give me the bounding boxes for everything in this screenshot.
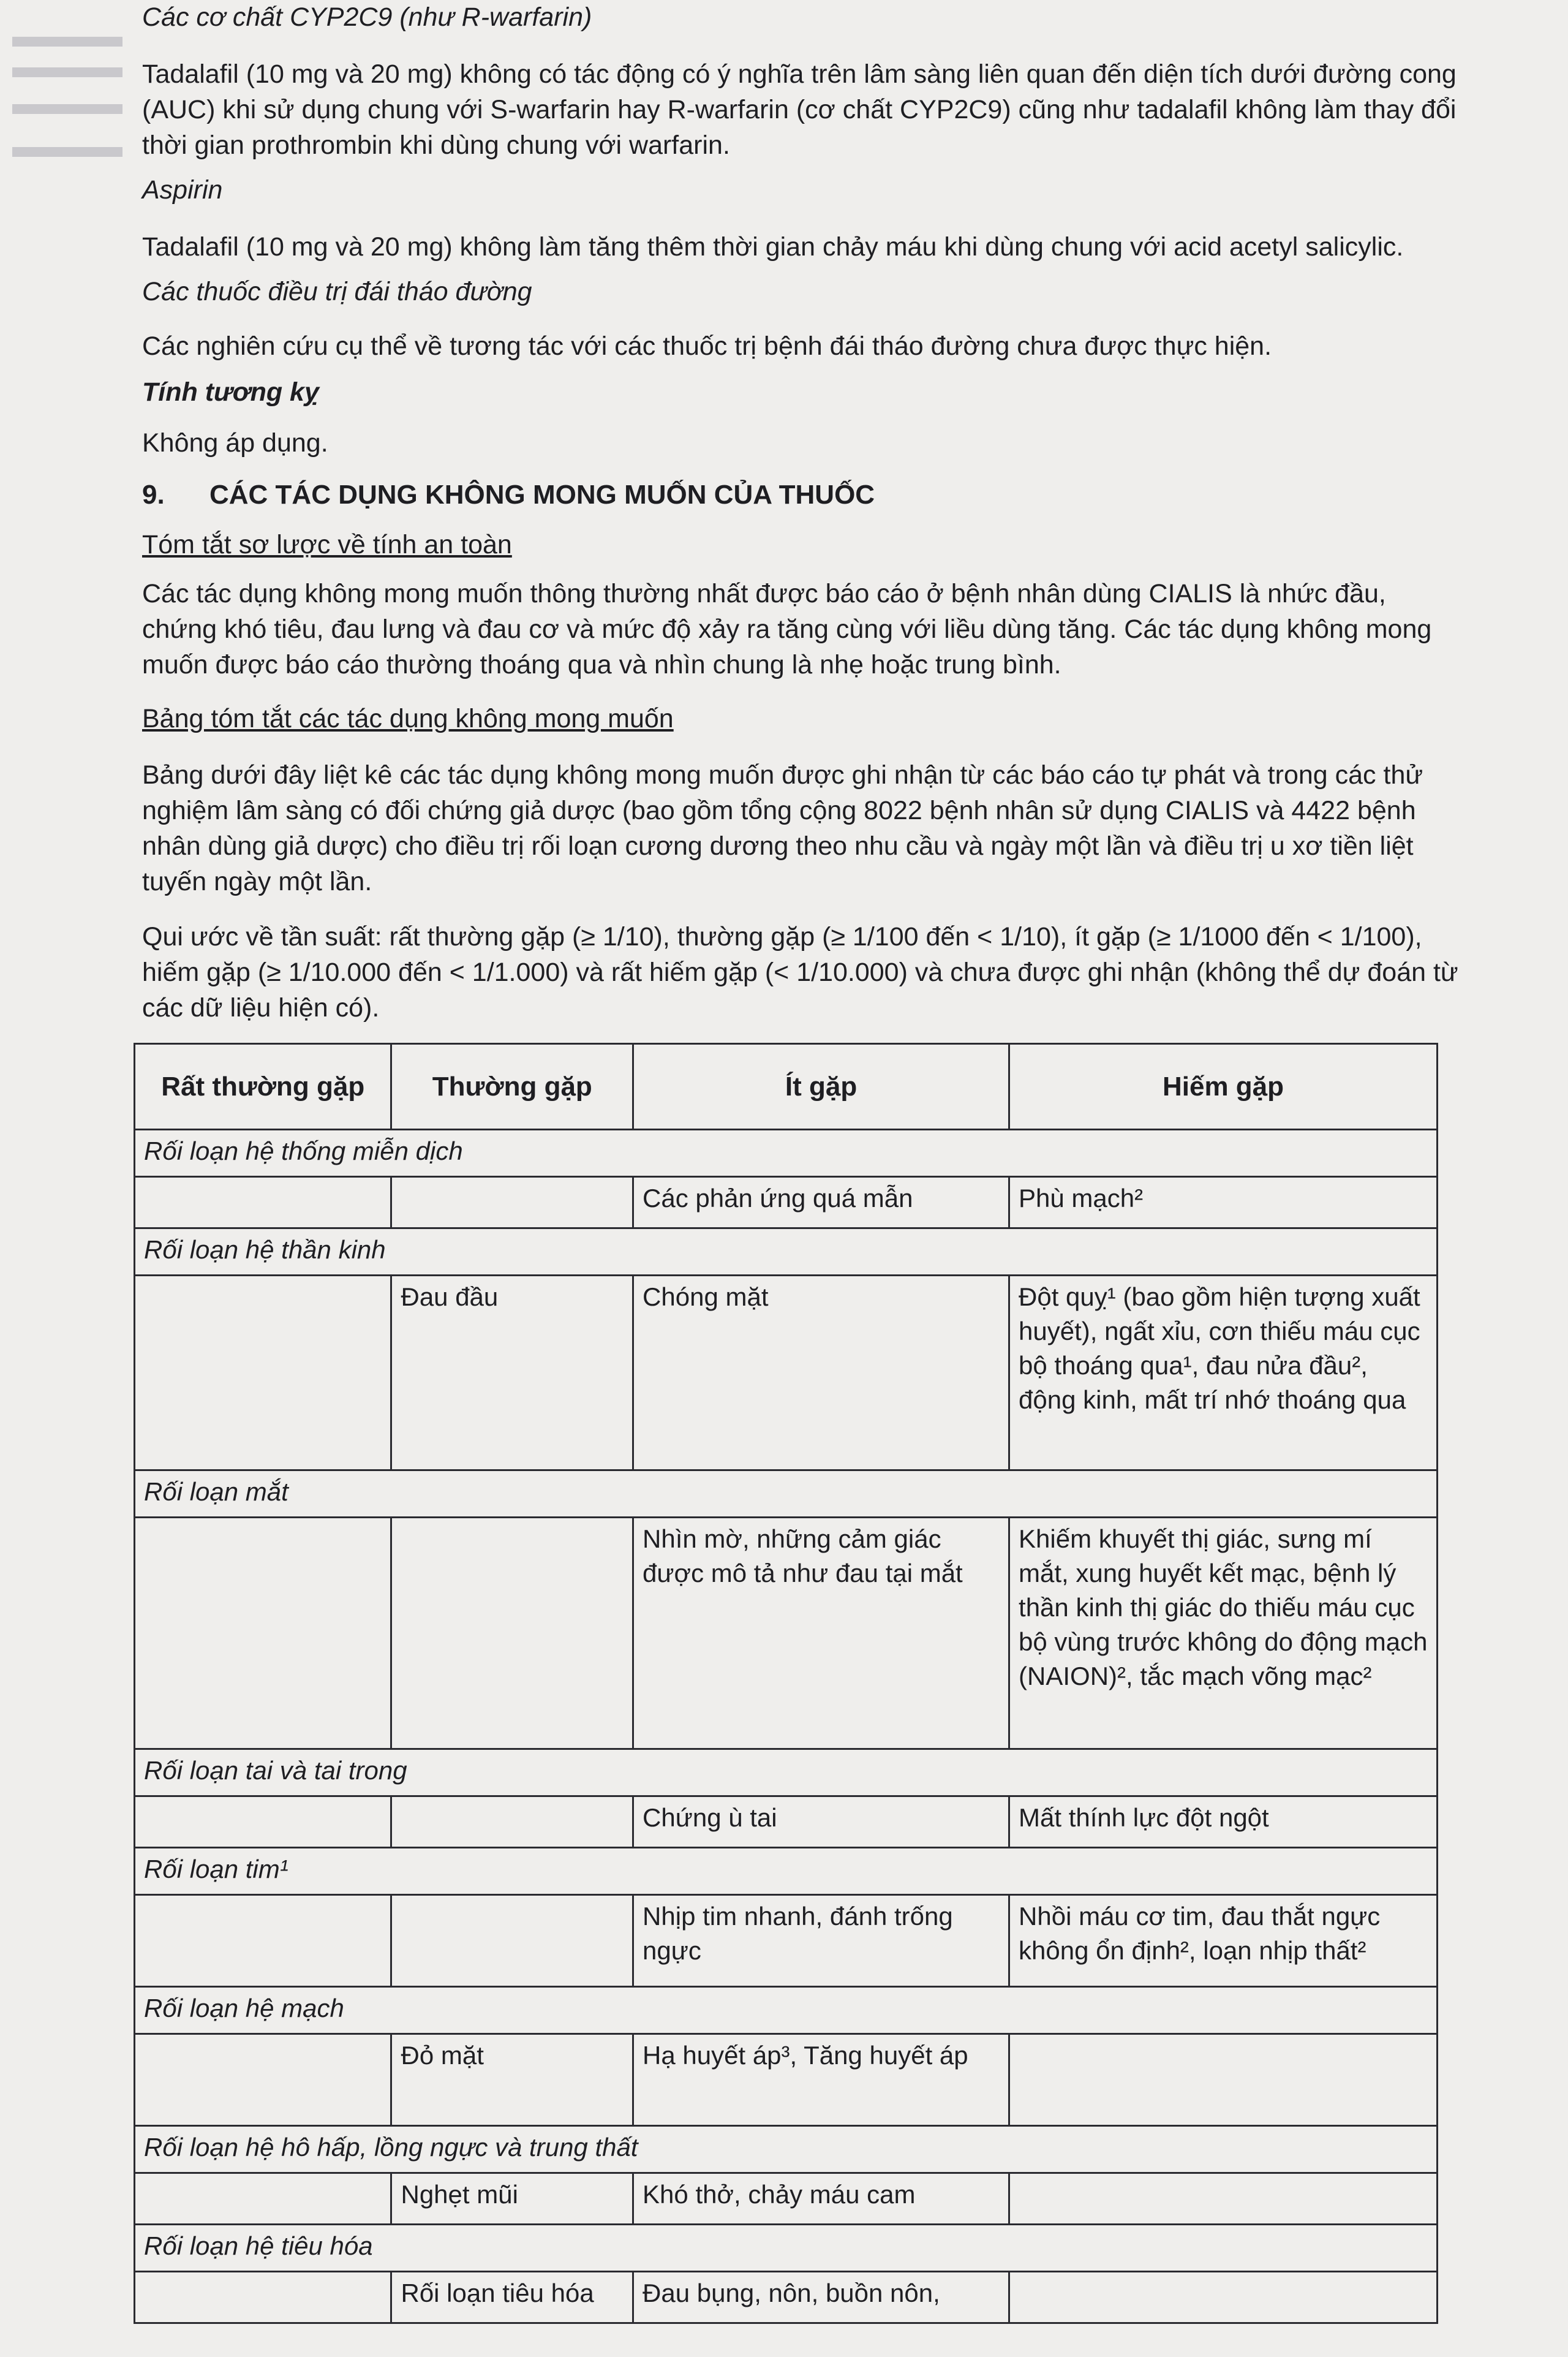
group-row xyxy=(135,1749,1438,1796)
cell: Nhồi máu cơ tim, đau thắt ngực không ổn định², loạn nhịp thất² xyxy=(1009,1895,1438,1987)
group-vascular: Rối loạn hệ mạch xyxy=(135,1987,1438,2034)
margin-mark xyxy=(12,37,123,47)
subheading-aspirin: Aspirin xyxy=(142,175,223,205)
group-gastro: Rối loạn hệ tiêu hóa xyxy=(135,2225,1438,2272)
paragraph-aspirin: Tadalafil (10 mg và 20 mg) không làm tăng thêm thời gian chảy máu khi dùng chung với acid acetyl salicylic. xyxy=(142,232,1404,262)
cell: Đỏ mặt xyxy=(391,2034,633,2126)
margin-mark xyxy=(12,147,123,157)
adverse-effects-table xyxy=(134,1043,1438,2324)
group-row xyxy=(135,1848,1438,1895)
paragraph-not-applicable: Không áp dụng. xyxy=(142,428,328,458)
cell: Rối loạn tiêu hóa xyxy=(391,2272,633,2323)
cell xyxy=(1009,2272,1438,2323)
group-eye: Rối loạn mắt xyxy=(135,1470,1438,1518)
table-row xyxy=(135,1518,1438,1749)
margin-mark xyxy=(12,67,123,77)
cell xyxy=(391,1177,633,1228)
cell: Nhìn mờ, những cảm giác được mô tả như đau tại mắt xyxy=(633,1518,1009,1749)
safety-summary-title: Tóm tắt sơ lược về tính an toàn xyxy=(142,530,512,559)
cell xyxy=(1009,2034,1438,2126)
table-summary-body: Bảng dưới đây liệt kê các tác dụng không mong muốn được ghi nhận từ các báo cáo tự phát và trong các thử nghiệm lâm sàng có đối chứng giả dược (bao gồm tổng cộng 8022 bệnh nhân sử dụng CIALIS và 4422 bệnh nhân dùng giả dược) cho điều trị rối loạn cương dương theo nhu cầu và ngày một lần và điều trị u xơ tiền liệt tuyến ngày một lần. xyxy=(142,760,1423,896)
cell xyxy=(135,1895,391,1987)
cell xyxy=(135,1177,391,1228)
table-row xyxy=(135,1177,1438,1228)
cell: Đau bụng, nôn, buồn nôn, xyxy=(633,2272,1009,2323)
section-number: 9. xyxy=(142,480,165,510)
table-row xyxy=(135,2173,1438,2225)
cell xyxy=(135,2173,391,2225)
cell xyxy=(135,1518,391,1749)
subheading-diabetes: Các thuốc điều trị đái tháo đường xyxy=(142,277,532,306)
cell: Chứng ù tai xyxy=(633,1796,1009,1848)
paragraph-warfarin: Tadalafil (10 mg và 20 mg) không có tác động có ý nghĩa trên lâm sàng liên quan đến diện tích dưới đường cong (AUC) khi sử dụng chung với S-warfarin hay R-warfarin (cơ chất CYP2C9) cũng như tadalafil không làm thay đổi thời gian prothrombin khi dùng chung với warfarin. xyxy=(142,59,1457,160)
cell xyxy=(1009,2173,1438,2225)
group-respiratory: Rối loạn hệ hô hấp, lồng ngực và trung thất xyxy=(135,2126,1438,2173)
cell: Khó thở, chảy máu cam xyxy=(633,2173,1009,2225)
header-rare: Hiếm gặp xyxy=(1009,1044,1438,1130)
group-row xyxy=(135,2225,1438,2272)
cell: Nhịp tim nhanh, đánh trống ngực xyxy=(633,1895,1009,1987)
table-row xyxy=(135,2034,1438,2126)
section-heading xyxy=(142,477,1459,513)
section-title: CÁC TÁC DỤNG KHÔNG MONG MUỐN CỦA THUỐC xyxy=(209,480,875,510)
header-very-common: Rất thường gặp xyxy=(135,1044,391,1130)
cell: Phù mạch² xyxy=(1009,1177,1438,1228)
cell: Mất thính lực đột ngột xyxy=(1009,1796,1438,1848)
group-row xyxy=(135,1228,1438,1276)
margin-mark xyxy=(12,104,123,114)
table-row xyxy=(135,1895,1438,1987)
table-row xyxy=(135,1796,1438,1848)
table-summary-title: Bảng tóm tắt các tác dụng không mong muốn xyxy=(142,704,674,733)
group-nervous: Rối loạn hệ thần kinh xyxy=(135,1228,1438,1276)
header-uncommon: Ít gặp xyxy=(633,1044,1009,1130)
paragraph-diabetes: Các nghiên cứu cụ thể về tương tác với các thuốc trị bệnh đái tháo đường chưa được thực hiện. xyxy=(142,331,1272,361)
group-row xyxy=(135,1470,1438,1518)
group-cardiac: Rối loạn tim¹ xyxy=(135,1848,1438,1895)
cell: Nghẹt mũi xyxy=(391,2173,633,2225)
cell: Các phản ứng quá mẫn xyxy=(633,1177,1009,1228)
subheading-incompatibility: Tính tương kỵ xyxy=(142,377,319,407)
cell xyxy=(135,1276,391,1470)
table-header-row xyxy=(135,1044,1438,1130)
cell xyxy=(391,1895,633,1987)
header-common: Thường gặp xyxy=(391,1044,633,1130)
table-row xyxy=(135,1276,1438,1470)
frequency-convention: Qui ước về tần suất: rất thường gặp (≥ 1/10), thường gặp (≥ 1/100 đến < 1/10), ít gặp (≥ 1/1000 đến < 1/100), hiếm gặp (≥ 1/10.000 đến < 1/1.000) và rất hiếm gặp (< 1/10.000) và chưa được ghi nhận (không thể dự đoán từ các dữ liệu hiện có). xyxy=(142,922,1458,1023)
cell: Hạ huyết áp³, Tăng huyết áp xyxy=(633,2034,1009,2126)
cell: Chóng mặt xyxy=(633,1276,1009,1470)
cell xyxy=(391,1518,633,1749)
safety-summary-body: Các tác dụng không mong muốn thông thường nhất được báo cáo ở bệnh nhân dùng CIALIS là nhức đầu, chứng khó tiêu, đau lưng và đau cơ và mức độ xảy ra tăng cùng với liều dùng tăng. Các tác dụng không mong muốn được báo cáo thường thoáng qua và nhìn chung là nhẹ hoặc trung bình. xyxy=(142,579,1432,679)
subheading-cyp2c9: Các cơ chất CYP2C9 (như R-warfarin) xyxy=(142,2,592,32)
cell: Khiếm khuyết thị giác, sưng mí mắt, xung huyết kết mạc, bệnh lý thần kinh thị giác do thiếu máu cục bộ vùng trước không do động mạch (NAION)², tắc mạch võng mạc² xyxy=(1009,1518,1438,1749)
group-immune: Rối loạn hệ thống miễn dịch xyxy=(135,1130,1438,1177)
cell xyxy=(135,1796,391,1848)
cell: Đau đầu xyxy=(391,1276,633,1470)
group-ear: Rối loạn tai và tai trong xyxy=(135,1749,1438,1796)
cell: Đột quỵ¹ (bao gồm hiện tượng xuất huyết), ngất xỉu, cơn thiếu máu cục bộ thoáng qua¹, đau nửa đầu², động kinh, mất trí nhớ thoáng qua xyxy=(1009,1276,1438,1470)
cell xyxy=(391,1796,633,1848)
cell xyxy=(135,2272,391,2323)
group-row xyxy=(135,1130,1438,1177)
cell xyxy=(135,2034,391,2126)
group-row xyxy=(135,2126,1438,2173)
group-row xyxy=(135,1987,1438,2034)
table-row xyxy=(135,2272,1438,2323)
